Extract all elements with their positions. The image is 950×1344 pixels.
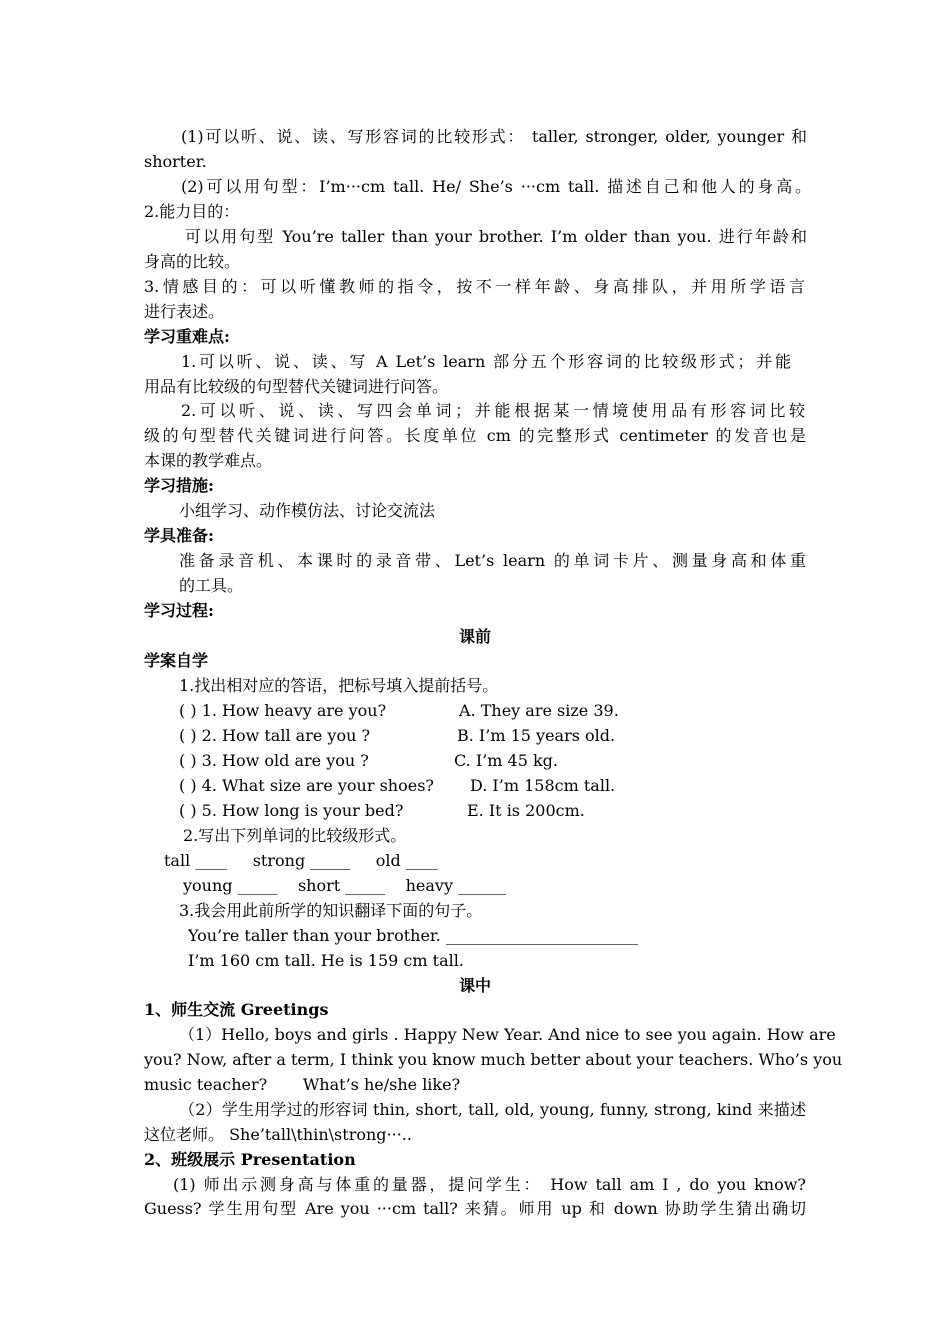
question-1: ( ) 1. How heavy are you? — [179, 701, 387, 720]
comparative-words-row-1: tall ____ strong _____ old ____ — [164, 851, 438, 870]
translation-sentence-1: You’re taller than your brother. ________________________ — [188, 926, 638, 945]
tools-title: 学具准备: — [144, 526, 214, 545]
ability-goal-line-2: 身高的比较。 — [144, 252, 241, 271]
answer-b: B. I’m 15 years old. — [457, 726, 616, 745]
before-class-heading: 课前 — [458, 627, 491, 646]
measures-title: 学习措施: — [144, 476, 214, 495]
measures-text: 小组学习、动作模仿法、讨论交流法 — [179, 501, 436, 520]
question-4: ( ) 4. What size are your shoes? — [179, 776, 434, 795]
key-points-title: 学习重难点: — [144, 327, 230, 346]
key-point-1-line-2: 用品有比较级的句型替代关键词进行问答。 — [144, 377, 449, 396]
question-3: ( ) 3. How old are you ? — [179, 751, 369, 770]
question-2: ( ) 2. How tall are you ? — [179, 726, 371, 745]
greetings-p2-line-1: （2）学生用学过的形容词 thin, short, tall, old, young, funny, strong, kind 来描述 — [179, 1100, 806, 1119]
process-title: 学习过程: — [144, 601, 214, 620]
greetings-title: 1、师生交流 Greetings — [144, 1000, 329, 1019]
answer-d: D. I’m 158cm tall. — [470, 776, 616, 795]
key-point-2-line-3: 本课的教学难点。 — [144, 451, 273, 470]
self-study-title: 学案自学 — [144, 651, 209, 670]
comparative-words-row-2: young _____ short _____ heavy ______ — [183, 876, 507, 895]
task-1-instruction: 1.找出相对应的答语，把标号填入提前括号。 — [179, 676, 499, 695]
ability-goal-title: 2.能力目的： — [144, 202, 240, 221]
task-3-instruction: 3.我会用此前所学的知识翻译下面的句子。 — [179, 901, 483, 920]
emotion-goal-line-2: 进行表述。 — [144, 302, 225, 321]
key-point-1-line-1: 1.可以听、说、读、写 A Let’s learn 部分五个形容词的比较级形式；并能 — [181, 352, 791, 371]
objective-1-line-2: shorter. — [144, 152, 207, 171]
translation-sentence-2: I’m 160 cm tall. He is 159 cm tall. — [188, 951, 464, 970]
question-5: ( ) 5. How long is your bed? — [179, 801, 404, 820]
greetings-p2-line-2: 这位老师。 She’tall\thin\strong···.. — [144, 1125, 412, 1144]
tools-line-2: 的工具。 — [179, 576, 244, 595]
answer-e: E. It is 200cm. — [467, 801, 585, 820]
tools-line-1: 准备录音机、本课时的录音带、Let’s learn 的单词卡片、测量身高和体重 — [179, 551, 806, 570]
key-point-2-line-2: 级的句型替代关键词进行问答。长度单位 cm 的完整形式 centimeter 的发音也是 — [144, 426, 806, 445]
in-class-heading: 课中 — [458, 976, 491, 995]
emotion-goal-line-1: 3.情感目的：可以听懂教师的指令，按不一样年龄、身高排队，并用所学语言 — [144, 277, 805, 296]
ability-goal-line-1: 可以用句型 You’re taller than your brother. I’m older than you. 进行年龄和 — [185, 227, 807, 246]
presentation-title: 2、班级展示 Presentation — [144, 1150, 356, 1169]
task-2-instruction: 2.写出下列单词的比较级形式。 — [183, 826, 407, 845]
answer-a: A. They are size 39. — [459, 701, 619, 720]
greetings-p1-line-1: （1）Hello, boys and girls . Happy New Year. And nice to see you again. How are — [179, 1025, 836, 1044]
greetings-p1-line-3: music teacher? What’s he/she like? — [144, 1075, 461, 1094]
answer-c: C. I’m 45 kg. — [454, 751, 558, 770]
presentation-p1-line-2: Guess? 学生用句型 Are you ···cm tall? 来猜。师用 up 和 down 协助学生猜出确切 — [144, 1199, 806, 1218]
presentation-p1-line-1: (1) 师出示测身高与体重的量器，提问学生： How tall am I , do you know? — [173, 1175, 806, 1194]
objective-2: (2)可以用句型：I’m···cm tall. He/ She’s ···cm tall. 描述自己和他人的身高。 — [181, 177, 811, 196]
key-point-2-line-1: 2.可以听、说、读、写四会单词；并能根据某一情境使用品有形容词比较 — [181, 401, 805, 420]
objective-1-line-1: (1)可以听、说、读、写形容词的比较形式： taller, stronger, older, younger 和 — [181, 127, 807, 146]
greetings-p1-line-2: you? Now, after a term, I think you know much better about your teachers. Who’s you — [144, 1050, 843, 1069]
